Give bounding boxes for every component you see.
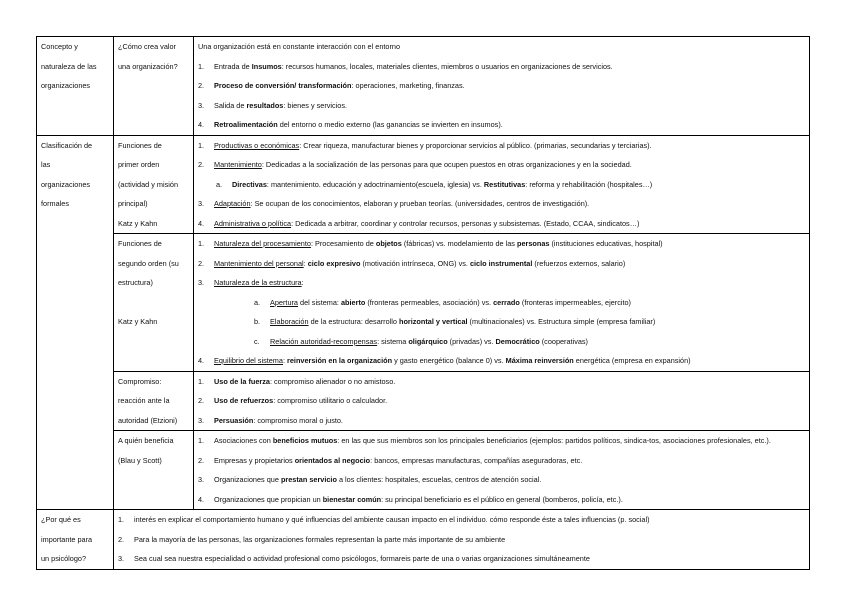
list-subitem: b. Elaboración de la estructura: desarrollo horizontal y vertical (multinacionales) vs. Estructura simple (empresa familiar) (254, 317, 656, 326)
list-item: 4. Equilibrio del sistema: reinversión en la organización y gasto energético (balance 0) vs. Máxima reinversión energética (empresa en expansión) (198, 356, 691, 365)
cell-line: autoridad (Etzioni) (118, 415, 178, 425)
cell-line: Clasificación de (41, 140, 93, 150)
list-item: 3. Organizaciones que prestan servicio a los clientes: hospitales, escuelas, centros de atención social. (198, 475, 542, 484)
list-item: 2. Para la mayoría de las personas, las organizaciones formales representan la parte más importante de su ambiente (118, 534, 506, 544)
cell-line: ¿Por qué es (41, 515, 81, 524)
list-item: 2. Mantenimiento del personal: ciclo expresivo (motivación intrínseca, ONG) vs. ciclo instrumental (refuerzos externos, salario) (198, 258, 626, 268)
content-cell (194, 135, 810, 234)
list-subitem: a. Apertura del sistema: abierto (fronteras permeables, asociación) vs. cerrado (fronteras impermeables, ejercito) (254, 297, 631, 307)
list-item: 4. Administrativa o política: Dedicada a arbitrar, coordinar y controlar recursos, personas y subsistemas. (Estado, CCAA, sindicatos…) (198, 218, 640, 228)
list-item: 1. Asociaciones con beneficios mutuos: en las que sus miembros son los principales beneficiarios (ejemplos: partidos políticos, sindica-tos, asociaciones profesionales, etc.). (198, 436, 771, 445)
table-row (37, 371, 810, 431)
list-subitem: a. Directivas: mantenimiento. educación y adoctrinamiento(escuela, iglesia) vs. Restitutivas: reforma y rehabilitación (hospitales…) (216, 179, 653, 189)
list-item: 1. Productivas o económicas: Crear riqueza, manufacturar bienes y proporcionar servicios al público. (primarias, secundarias y terciarias). (198, 140, 652, 150)
cell-line: naturaleza de las (41, 61, 97, 71)
row-header-cell (37, 510, 114, 570)
content-cell (194, 37, 810, 136)
cell-line: Concepto y (41, 42, 78, 51)
cell-line: un psicólogo? (41, 554, 87, 563)
cell-line: Funciones de (118, 140, 162, 150)
list-subitem: c. Relación autoridad-recompensas: sistema oligárquico (privadas) vs. Democrático (cooperativas) (254, 336, 588, 346)
table-row (37, 431, 810, 510)
cell-line: ¿Cómo crea valor (118, 42, 176, 51)
cell-line: Katz y Kahn (118, 218, 158, 228)
cell-line: una organización? (118, 61, 178, 71)
content-cell (194, 431, 810, 510)
table-row (37, 135, 810, 234)
cell-line: segundo orden (su (118, 258, 179, 268)
summary-table (36, 36, 810, 570)
table-row (37, 234, 810, 372)
cell-line: (actividad y misión (118, 179, 179, 189)
document-page (36, 36, 810, 570)
list-item: 1. interés en explicar el comportamiento humano y qué influencias del ambiente causan impacto en el individuo. cómo responde éste a tales influencias (p. social) (118, 515, 650, 524)
list-item: 2. Empresas y propietarios orientados al negocio: bancos, empresas manufacturas, compañías aseguradoras, etc. (198, 455, 583, 465)
list-item: 1. Entrada de Insumos: recursos humanos, locales, materiales clientes, miembros o usuarios en organizaciones de servicios. (198, 61, 613, 71)
list-item: 2. Uso de refuerzos: compromiso utilitario o calculador. (198, 396, 388, 405)
sub-header-cell (114, 37, 194, 136)
sub-header-cell (114, 371, 194, 431)
cell-line: A quién beneficia (118, 436, 174, 445)
list-item: 1. Naturaleza del procesamiento: Procesamiento de objetos (fábricas) vs. modelamiento de las personas (instituciones educativas, hospital) (198, 239, 663, 248)
content-cell (194, 234, 810, 372)
cell-line: primer orden (118, 160, 160, 169)
cell-line: las (41, 160, 51, 169)
cell-line: (Blau y Scott) (118, 455, 162, 465)
cell-line: estructura) (118, 278, 153, 287)
list-item: 2. Mantenimiento: Dedicadas a la socialización de las personas para que ocupen puestos en otras organizaciones y en la sociedad. (198, 160, 632, 169)
cell-line: Funciones de (118, 239, 162, 248)
list-item: 3. Adaptación: Se ocupan de los conocimientos, elaboran y prueban teorías. (universidades, centros de investigación). (198, 199, 590, 208)
list-item: 1. Uso de la fuerza: compromiso alienador o no amistoso. (198, 376, 396, 386)
list-item: 3. Sea cual sea nuestra especialidad o actividad profesional como psicólogos, formareis parte de una o varias organizaciones simultáneamente (118, 554, 590, 563)
cell-line: formales (41, 199, 69, 208)
table-row (37, 37, 810, 136)
list-item: 4. Retroalimentación del entorno o medio externo (las ganancias se invierten en insumos). (198, 120, 503, 129)
row-header-cell (37, 135, 114, 510)
content-cell (114, 510, 810, 570)
list-item: 3. Naturaleza de la estructura: (198, 278, 304, 287)
cell-line: organizaciones (41, 81, 91, 90)
cell-line: principal) (118, 199, 148, 208)
content-cell (194, 371, 810, 431)
cell-line: reacción ante la (118, 396, 170, 405)
table-row (37, 510, 810, 570)
sub-header-cell (114, 135, 194, 234)
intro-text: Una organización está en constante interacción con el entorno (198, 42, 401, 51)
list-item: 4. Organizaciones que propician un bienestar común: su principal beneficiario es el público en general (bomberos, policía, etc.). (198, 494, 623, 504)
cell-line: Compromiso: (118, 376, 162, 386)
list-item: 2. Proceso de conversión/ transformación: operaciones, marketing, finanzas. (198, 81, 465, 90)
sub-header-cell (114, 431, 194, 510)
list-item: 3. Persuasión: compromiso moral o justo. (198, 415, 343, 425)
cell-line: Katz y Kahn (118, 317, 158, 326)
cell-line: importante para (41, 534, 93, 544)
row-header-cell (37, 37, 114, 136)
cell-line (118, 293, 189, 313)
list-item: 3. Salida de resultados: bienes y servicios. (198, 100, 348, 110)
sub-header-cell (114, 234, 194, 372)
cell-line: organizaciones (41, 179, 91, 189)
